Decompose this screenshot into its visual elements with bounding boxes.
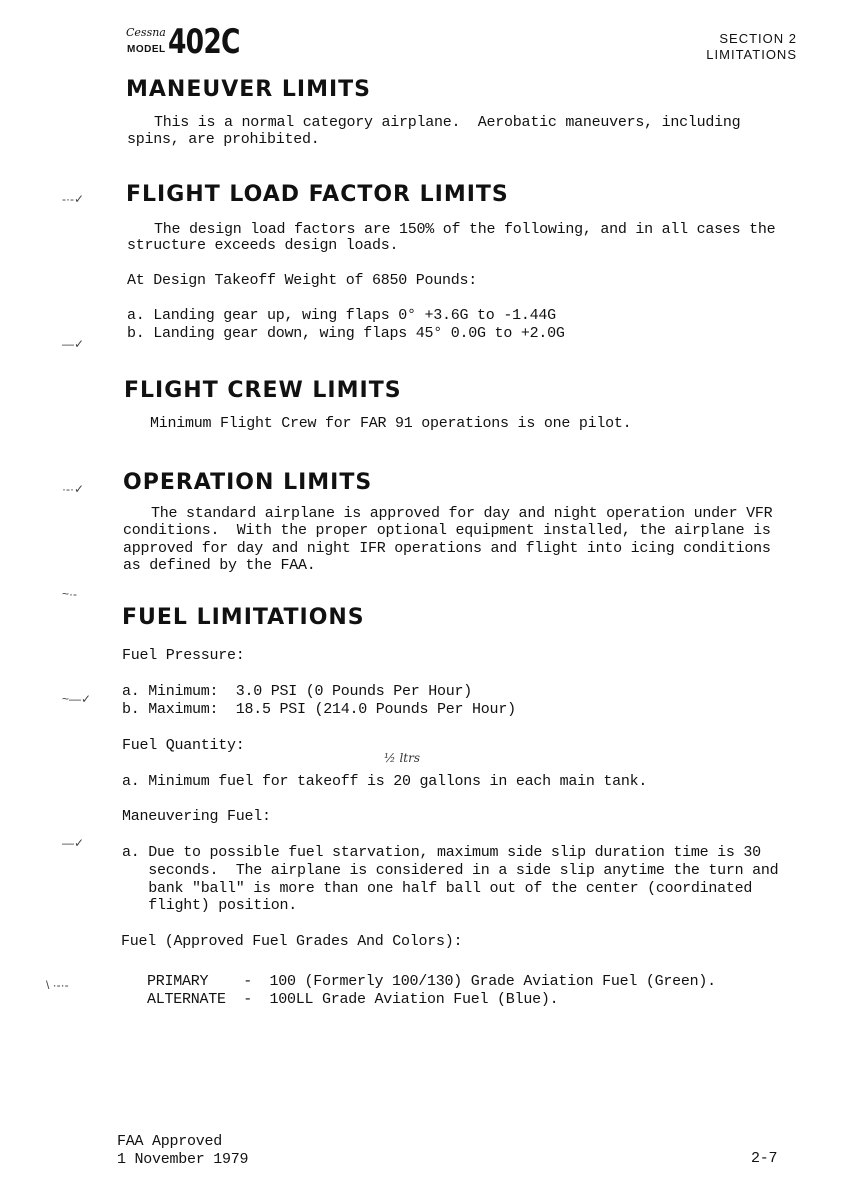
model-label: MODEL [127, 44, 166, 55]
maneuvering-line-2: seconds. The airplane is considered in a side slip anytime the turn and [122, 862, 779, 879]
maneuvering-fuel-label: Maneuvering Fuel: [122, 808, 271, 825]
approval-date: 1 November 1979 [117, 1151, 249, 1168]
flight-load-intro-1: The design load factors are 150% of the following, and in all cases the [154, 221, 776, 238]
page-number: 2-7 [751, 1150, 778, 1167]
flight-load-heading: FLIGHT LOAD FACTOR LIMITS [126, 182, 509, 207]
maneuver-line-1: This is a normal category airplane. Aerobatic maneuvers, including [154, 114, 741, 131]
maneuver-line-2: spins, are prohibited. [127, 131, 320, 148]
design-weight: At Design Takeoff Weight of 6850 Pounds: [127, 272, 478, 289]
fuel-grade-alternate: ALTERNATE - 100LL Grade Aviation Fuel (Blue). [147, 991, 559, 1008]
faa-approved: FAA Approved [117, 1133, 223, 1150]
load-item-b: b. Landing gear down, wing flaps 45° 0.0G to +2.0G [127, 325, 565, 342]
section-title: LIMITATIONS [706, 47, 797, 62]
fuel-pressure-label: Fuel Pressure: [122, 647, 245, 664]
fuel-pressure-max: b. Maximum: 18.5 PSI (214.0 Pounds Per Hour) [122, 701, 516, 718]
flight-crew-text: Minimum Flight Crew for FAR 91 operations is one pilot. [150, 415, 632, 432]
flight-crew-heading: FLIGHT CREW LIMITS [124, 378, 402, 403]
margin-mark: —✓ [62, 836, 85, 850]
margin-mark: -·-✓ [62, 192, 85, 206]
maneuvering-line-1: a. Due to possible fuel starvation, maximum side slip duration time is 30 [122, 844, 761, 861]
operation-line-2: conditions. With the proper optional equipment installed, the airplane is [123, 522, 771, 539]
operation-limits-heading: OPERATION LIMITS [123, 470, 373, 495]
fuel-pressure-min: a. Minimum: 3.0 PSI (0 Pounds Per Hour) [122, 683, 473, 700]
operation-line-1: The standard airplane is approved for day and night operation under VFR [151, 505, 773, 522]
margin-mark: ·-·✓ [62, 482, 85, 496]
fuel-grades-label: Fuel (Approved Fuel Grades And Colors): [121, 933, 463, 950]
fuel-grade-primary: PRIMARY - 100 (Formerly 100/130) Grade Aviation Fuel (Green). [147, 973, 716, 990]
margin-mark: ~·- [62, 587, 77, 601]
margin-mark: ~—✓ [62, 692, 92, 706]
fuel-quantity-label: Fuel Quantity: [122, 737, 245, 754]
model-number: 402C [168, 22, 240, 62]
maneuvering-line-4: flight) position. [122, 897, 298, 914]
margin-mark: —✓ [62, 337, 85, 351]
handwritten-note: ½ ltrs [384, 751, 420, 765]
section-number: SECTION 2 [719, 31, 797, 46]
maneuvering-line-3: bank "ball" is more than one half ball out of the center (coordinated [122, 880, 753, 897]
fuel-limitations-heading: FUEL LIMITATIONS [122, 605, 365, 630]
margin-mark: \ ·-·- [46, 978, 69, 992]
flight-load-intro-2: structure exceeds design loads. [127, 237, 399, 254]
cessna-logo: Cessna [126, 26, 166, 39]
operation-line-4: as defined by the FAA. [123, 557, 316, 574]
load-item-a: a. Landing gear up, wing flaps 0° +3.6G to -1.44G [127, 307, 556, 324]
maneuver-limits-heading: MANEUVER LIMITS [126, 77, 372, 102]
fuel-quantity-min: a. Minimum fuel for takeoff is 20 gallons in each main tank. [122, 773, 648, 790]
operation-line-3: approved for day and night IFR operations and flight into icing conditions [123, 540, 771, 557]
